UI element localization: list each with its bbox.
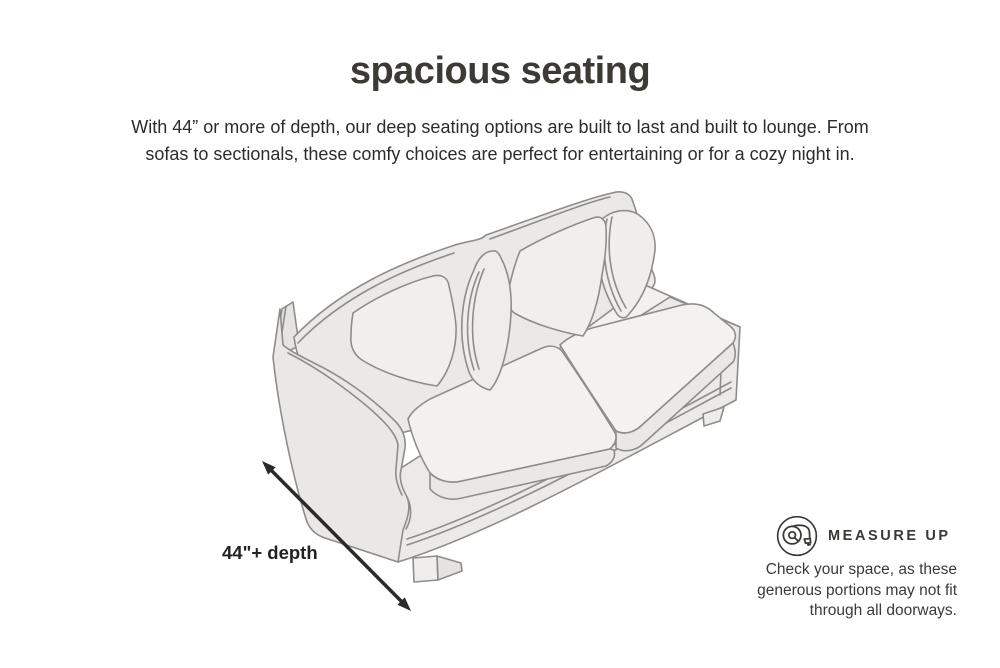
measure-up-note-line-3: through all doorways. xyxy=(809,602,957,619)
depth-dimension-label: 44"+ depth xyxy=(222,542,318,563)
measure-up-heading: MEASURE UP xyxy=(828,528,951,544)
intro-line-2: sofas to sectionals, these comfy choices are perfect for entertaining or for a cozy night in. xyxy=(145,143,855,164)
sofa-illustration xyxy=(250,185,770,615)
sofa-foot-front xyxy=(413,556,438,582)
page-title: spacious seating xyxy=(349,50,651,92)
measure-up-note xyxy=(677,560,957,622)
measure-up-note-line-2: generous portions may not fit xyxy=(757,581,957,599)
intro-text xyxy=(40,114,960,167)
measure-up-note-line-1: Check your space, as these xyxy=(765,561,957,578)
tape-measure-icon xyxy=(775,514,819,558)
sofa-line-art xyxy=(273,192,740,582)
intro-line-1: With 44” or more of depth, our deep seating options are built to last and built to lounge. From xyxy=(131,117,869,137)
